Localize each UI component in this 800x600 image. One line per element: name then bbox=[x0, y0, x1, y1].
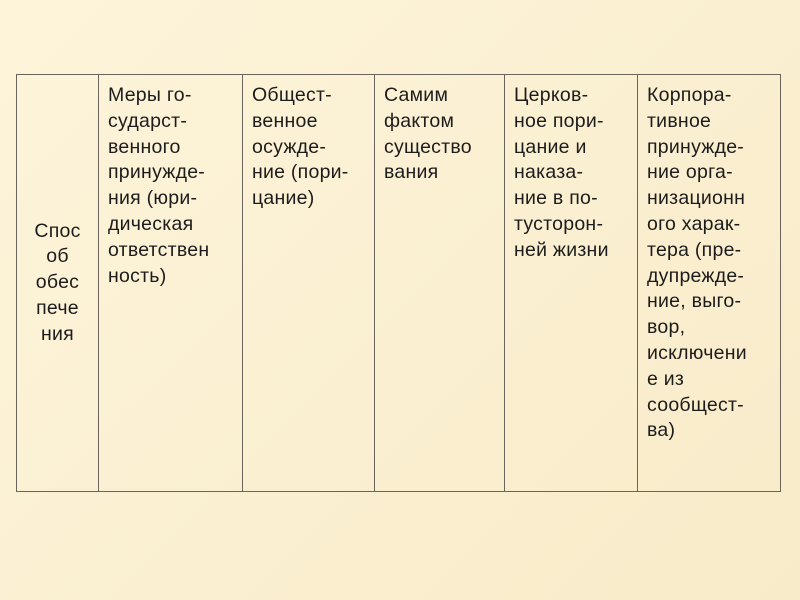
table-cell-corporate-coercion: Корпора- тивное принужде- ние орга- низационн ого харак- тера (пре- дупрежде- ние, выго- вор, исключени е из сообщест- ва) bbox=[638, 75, 781, 492]
table-cell-public-condemnation: Общест- венное осужде- ние (пори- цание) bbox=[243, 75, 375, 492]
table-cell-state-coercion: Меры го- сударст- венного принужде- ния (юри- дическая ответствен ность) bbox=[99, 75, 243, 492]
row-label-cell: Спос об обес пече ния bbox=[17, 75, 99, 492]
enforcement-methods-table bbox=[16, 74, 781, 492]
table-cell-by-existence: Самим фактом существо вания bbox=[375, 75, 505, 492]
table-row bbox=[17, 75, 781, 492]
table-cell-church-censure: Церков- ное пори- цание и наказа- ние в по- тусторон- ней жизни bbox=[505, 75, 638, 492]
